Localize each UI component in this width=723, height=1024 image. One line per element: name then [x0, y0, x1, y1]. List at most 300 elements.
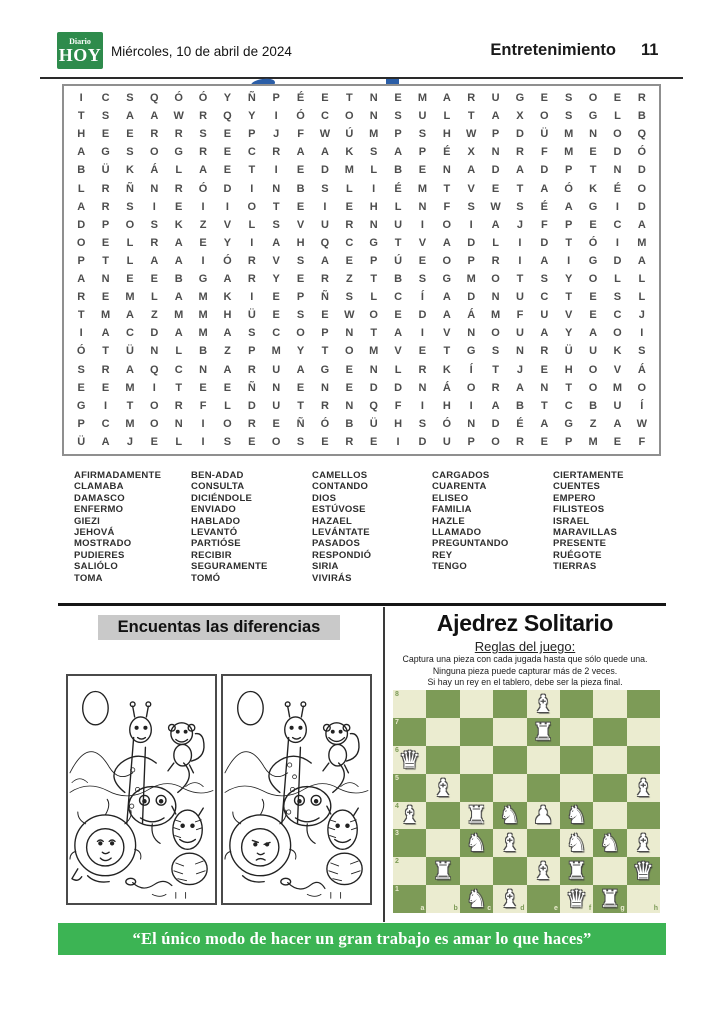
grid-letter: É: [613, 182, 622, 195]
square-h3: [627, 829, 660, 857]
grid-letter: Ü: [77, 435, 86, 448]
grid-letter: S: [516, 200, 524, 213]
grid-letter: O: [613, 128, 622, 141]
grid-letter: A: [491, 218, 500, 231]
grid-letter: N: [369, 363, 378, 376]
grid-letter: E: [321, 435, 329, 448]
grid-letter: E: [77, 381, 85, 394]
grid-letter: E: [223, 146, 232, 159]
grid-letter: N: [369, 218, 378, 231]
grid-letter: A: [150, 110, 159, 123]
grid-letter: P: [77, 254, 85, 267]
grid-letter: T: [492, 363, 499, 376]
grid-letter: E: [101, 381, 110, 394]
word-item: HAZLE: [432, 515, 465, 527]
grid-letter: Ñ: [247, 92, 256, 105]
square-a2: [393, 857, 426, 885]
grid-letter: Y: [223, 236, 232, 249]
grid-letter: Ó: [637, 146, 647, 159]
grid-letter: H: [442, 399, 451, 412]
grid-letter: G: [588, 254, 598, 267]
grid-letter: E: [101, 236, 110, 249]
grid-letter: B: [296, 182, 305, 195]
grid-letter: H: [223, 309, 232, 322]
grid-letter: P: [394, 128, 402, 141]
grid-letter: Ú: [345, 128, 354, 141]
grid-letter: R: [77, 291, 86, 304]
grid-letter: M: [612, 381, 623, 394]
grid-letter: M: [198, 327, 208, 340]
square-d7: [493, 718, 526, 746]
grid-letter: O: [150, 146, 159, 159]
grid-letter: P: [296, 291, 305, 304]
grid-letter: R: [491, 381, 500, 394]
grid-letter: G: [588, 200, 598, 213]
word-item: CONSULTA: [191, 481, 245, 493]
grid-letter: A: [564, 200, 573, 213]
grid-letter: L: [492, 236, 499, 249]
grid-letter: Q: [223, 110, 232, 123]
file-label: c: [487, 905, 492, 912]
grid-letter: E: [101, 128, 110, 141]
grid-letter: Ó: [564, 182, 573, 195]
grid-letter: D: [637, 200, 646, 213]
grid-letter: Á: [150, 164, 159, 177]
square-e6: [527, 746, 560, 774]
grid-letter: G: [198, 273, 208, 286]
grid-letter: A: [125, 110, 134, 123]
safari-cartoon-illustration: [68, 676, 215, 903]
word-item: CUENTES: [553, 481, 601, 493]
file-label: e: [553, 905, 558, 912]
grid-letter: S: [199, 128, 207, 141]
grid-letter: L: [126, 236, 134, 249]
grid-letter: G: [369, 236, 378, 249]
grid-letter: O: [588, 381, 598, 394]
grid-letter: A: [540, 417, 549, 430]
square-e1: [527, 885, 560, 913]
grid-letter: T: [77, 309, 85, 322]
grid-letter: N: [418, 381, 427, 394]
grid-letter: S: [540, 273, 548, 286]
grid-letter: R: [540, 345, 549, 358]
grid-letter: S: [370, 146, 378, 159]
square-c5: [460, 774, 493, 802]
grid-letter: E: [223, 128, 232, 141]
file-label: b: [453, 905, 458, 912]
grid-letter: E: [296, 273, 305, 286]
grid-letter: B: [394, 273, 403, 286]
grid-letter: E: [272, 291, 280, 304]
grid-letter: R: [174, 399, 183, 412]
grid-letter: Í: [420, 291, 424, 304]
grid-letter: E: [540, 92, 548, 105]
word-item: GIEZI: [74, 515, 101, 527]
grid-letter: C: [125, 327, 134, 340]
grid-letter: X: [516, 110, 524, 123]
grid-letter: E: [199, 381, 207, 394]
grid-letter: M: [125, 417, 135, 430]
header-rule: [40, 77, 683, 79]
grid-letter: P: [565, 164, 573, 177]
grid-letter: O: [491, 435, 500, 448]
word-item: PRESENTE: [553, 538, 607, 550]
grid-letter: W: [490, 200, 501, 213]
grid-letter: Ó: [174, 92, 183, 105]
file-label: d: [520, 905, 525, 912]
grid-letter: F: [199, 399, 207, 412]
word-item: SEGURAMENTE: [191, 561, 268, 573]
square-h2: [627, 857, 660, 885]
grid-letter: A: [637, 254, 646, 267]
grid-letter: S: [150, 218, 158, 231]
grid-letter: É: [394, 182, 402, 195]
grid-letter: Í: [640, 399, 644, 412]
square-b3: [426, 829, 459, 857]
grid-letter: Y: [565, 327, 573, 340]
grid-letter: R: [418, 363, 427, 376]
grid-letter: É: [540, 200, 548, 213]
word-item: ELISEO: [432, 492, 469, 504]
grid-letter: R: [247, 417, 256, 430]
grid-letter: L: [394, 363, 402, 376]
grid-letter: F: [540, 146, 548, 159]
grid-letter: O: [345, 110, 354, 123]
grid-letter: R: [150, 236, 159, 249]
white-bishop-icon: ♝: [632, 773, 655, 802]
grid-letter: E: [345, 381, 353, 394]
white-bishop-icon: ♝: [398, 801, 421, 830]
grid-letter: R: [515, 435, 524, 448]
grid-letter: J: [516, 363, 523, 376]
grid-letter: D: [491, 164, 500, 177]
grid-letter: P: [370, 254, 378, 267]
grid-letter: Z: [345, 273, 353, 286]
grid-letter: A: [125, 309, 134, 322]
grid-letter: E: [345, 363, 353, 376]
grid-letter: A: [540, 327, 549, 340]
grid-letter: G: [320, 363, 330, 376]
grid-letter: I: [250, 236, 254, 249]
grid-letter: D: [394, 381, 403, 394]
word-item: LEVANTÓ: [191, 527, 238, 539]
grid-letter: K: [613, 345, 622, 358]
grid-letter: E: [296, 381, 305, 394]
word-item: MOSTRADO: [74, 538, 132, 550]
square-h4: [627, 802, 660, 830]
grid-letter: T: [467, 110, 475, 123]
grid-letter: N: [272, 182, 281, 195]
grid-letter: V: [296, 218, 305, 231]
grid-letter: N: [272, 381, 281, 394]
grid-letter: R: [150, 128, 159, 141]
grid-letter: V: [467, 182, 475, 195]
grid-letter: V: [613, 363, 622, 376]
grid-letter: S: [223, 435, 232, 448]
chess-rules-heading: Reglas del juego:: [474, 639, 576, 654]
grid-letter: T: [565, 381, 573, 394]
quote-banner: [58, 923, 666, 955]
word-item: TOMÓ: [191, 572, 221, 584]
word-item: RECIBIR: [191, 549, 232, 561]
grid-letter: Q: [150, 92, 159, 105]
grid-letter: P: [272, 92, 280, 105]
grid-letter: J: [638, 309, 645, 322]
grid-letter: L: [248, 218, 256, 231]
grid-letter: A: [174, 254, 183, 267]
grid-letter: T: [370, 273, 378, 286]
square-a4: [393, 802, 426, 830]
grid-letter: S: [418, 417, 427, 430]
square-g5: [593, 774, 626, 802]
word-item: LEVÁNTATE: [312, 527, 370, 539]
grid-letter: T: [370, 327, 378, 340]
rank-label: 1: [395, 886, 399, 894]
square-c2: [460, 857, 493, 885]
grid-letter: L: [77, 182, 85, 195]
grid-letter: V: [272, 254, 280, 267]
grid-letter: Ü: [101, 164, 110, 177]
grid-letter: T: [126, 399, 134, 412]
white-bishop-icon: ♝: [632, 829, 655, 858]
square-a1: [393, 885, 426, 913]
square-g2: [593, 857, 626, 885]
file-label: f: [588, 905, 592, 912]
grid-letter: T: [443, 182, 451, 195]
grid-letter: Y: [272, 273, 280, 286]
grid-letter: A: [613, 417, 622, 430]
grid-letter: D: [369, 381, 378, 394]
grid-letter: E: [345, 200, 353, 213]
logo-top-text: Diario: [69, 36, 91, 46]
grid-letter: S: [565, 92, 573, 105]
grid-letter: M: [369, 345, 379, 358]
grid-letter: E: [418, 345, 427, 358]
grid-letter: A: [296, 146, 305, 159]
grid-letter: Y: [565, 273, 573, 286]
grid-letter: N: [491, 291, 500, 304]
square-d2: [493, 857, 526, 885]
grid-letter: D: [467, 236, 476, 249]
square-h7: [627, 718, 660, 746]
grid-letter: M: [125, 291, 135, 304]
grid-letter: P: [101, 218, 110, 231]
grid-letter: A: [296, 363, 305, 376]
grid-letter: T: [297, 399, 304, 412]
grid-letter: E: [540, 435, 548, 448]
square-g3: [593, 829, 626, 857]
grid-letter: E: [150, 435, 158, 448]
word-item: PUDIERES: [74, 549, 125, 561]
grid-letter: M: [271, 345, 281, 358]
grid-letter: L: [638, 291, 646, 304]
word-item: TOMA: [74, 572, 103, 584]
grid-letter: B: [394, 164, 403, 177]
grid-letter: R: [174, 128, 183, 141]
grid-letter: V: [443, 327, 451, 340]
square-b5: [426, 774, 459, 802]
grid-letter: R: [491, 254, 500, 267]
grid-letter: E: [321, 92, 329, 105]
grid-letter: R: [272, 146, 281, 159]
grid-letter: Q: [637, 128, 647, 141]
grid-letter: C: [174, 363, 183, 376]
grid-letter: E: [248, 435, 256, 448]
word-item: HABLADO: [191, 515, 241, 527]
grid-letter: S: [638, 345, 646, 358]
grid-letter: H: [296, 236, 305, 249]
square-c1: [460, 885, 493, 913]
grid-letter: A: [589, 327, 598, 340]
grid-letter: D: [418, 435, 427, 448]
grid-letter: L: [394, 200, 402, 213]
white-knight-icon: ♞: [465, 885, 488, 914]
grid-letter: Ó: [198, 182, 208, 195]
grid-letter: P: [565, 218, 573, 231]
grid-letter: V: [418, 236, 427, 249]
diario-hoy-logo: [57, 32, 103, 69]
word-item: PARTIÓSE: [191, 538, 241, 550]
grid-letter: A: [223, 363, 232, 376]
grid-letter: H: [564, 363, 573, 376]
grid-letter: O: [491, 327, 500, 340]
white-rook-icon: ♜: [565, 857, 588, 886]
word-item: CONTANDO: [312, 481, 369, 493]
grid-letter: D: [467, 291, 476, 304]
grid-letter: V: [394, 345, 402, 358]
grid-letter: R: [320, 273, 329, 286]
grid-letter: Á: [467, 309, 476, 322]
grid-letter: L: [370, 291, 378, 304]
grid-letter: D: [515, 128, 524, 141]
grid-letter: A: [515, 381, 524, 394]
grid-letter: S: [101, 110, 110, 123]
square-e7: [527, 718, 560, 746]
chess-section-title: Ajedrez Solitario: [436, 610, 614, 636]
grid-letter: O: [369, 309, 378, 322]
grid-letter: K: [125, 164, 134, 177]
grid-letter: C: [394, 291, 403, 304]
grid-letter: D: [613, 146, 622, 159]
grid-letter: U: [320, 218, 329, 231]
grid-letter: O: [540, 110, 549, 123]
square-b7: [426, 718, 459, 746]
grid-letter: S: [296, 254, 305, 267]
grid-letter: L: [638, 273, 646, 286]
grid-letter: A: [491, 399, 500, 412]
grid-letter: O: [588, 92, 598, 105]
grid-letter: T: [516, 182, 524, 195]
grid-letter: Ó: [76, 345, 86, 358]
chess-rule-line: Ninguna pieza puede capturar más de 2 veces.: [432, 665, 618, 676]
grid-letter: S: [296, 435, 305, 448]
square-h1: [627, 885, 660, 913]
grid-letter: E: [589, 309, 597, 322]
grid-letter: M: [174, 309, 184, 322]
grid-letter: É: [443, 146, 451, 159]
square-c8: [460, 690, 493, 718]
grid-letter: W: [465, 128, 477, 141]
grid-letter: A: [174, 291, 183, 304]
grid-letter: S: [418, 273, 427, 286]
grid-letter: Ó: [320, 417, 330, 430]
grid-letter: C: [564, 399, 573, 412]
square-a7: [393, 718, 426, 746]
grid-letter: H: [442, 128, 451, 141]
square-e8: [527, 690, 560, 718]
square-h8: [627, 690, 660, 718]
grid-letter: E: [589, 146, 597, 159]
word-item: JEHOVÁ: [74, 527, 115, 539]
grid-letter: A: [320, 254, 329, 267]
grid-letter: Ó: [442, 417, 452, 430]
grid-letter: O: [613, 327, 622, 340]
square-g4: [593, 802, 626, 830]
word-item: RESPONDIÓ: [312, 549, 372, 561]
grid-letter: C: [101, 417, 110, 430]
white-bishop-icon: ♝: [532, 857, 554, 886]
grid-letter: N: [491, 146, 500, 159]
grid-letter: R: [320, 399, 329, 412]
grid-letter: K: [223, 291, 232, 304]
grid-letter: Z: [150, 309, 158, 322]
square-e4: [527, 802, 560, 830]
word-item: CLAMABA: [74, 481, 124, 493]
white-rook-icon: ♜: [532, 717, 554, 746]
grid-letter: T: [589, 164, 597, 177]
word-column: [553, 470, 663, 584]
grid-letter: O: [271, 435, 281, 448]
grid-letter: A: [77, 200, 86, 213]
grid-letter: Q: [150, 363, 159, 376]
white-knight-icon: ♞: [465, 829, 488, 858]
grid-letter: S: [565, 110, 573, 123]
chess-rule-line: Captura una pieza con cada jugada hasta que sólo quede una.: [402, 654, 648, 664]
grid-letter: T: [272, 200, 280, 213]
grid-letter: V: [565, 309, 573, 322]
square-b6: [426, 746, 459, 774]
grid-letter: T: [443, 345, 451, 358]
square-d4: [493, 802, 526, 830]
grid-letter: W: [319, 128, 331, 141]
grid-letter: T: [565, 236, 573, 249]
grid-letter: I: [250, 291, 254, 304]
grid-letter: D: [540, 236, 549, 249]
grid-letter: I: [640, 327, 644, 340]
white-queen-icon: ♛: [398, 745, 421, 774]
grid-letter: L: [175, 435, 183, 448]
grid-letter: I: [274, 164, 278, 177]
grid-letter: B: [515, 399, 524, 412]
grid-letter: S: [77, 363, 85, 376]
rank-label: 4: [395, 802, 399, 810]
file-label: h: [653, 905, 658, 912]
grid-letter: I: [420, 218, 424, 231]
grid-letter: W: [636, 417, 647, 430]
word-item: ENVIADO: [191, 504, 237, 516]
white-rook-icon: ♜: [465, 801, 488, 830]
word-item: TENGO: [432, 561, 468, 573]
square-b2: [426, 857, 459, 885]
grid-letter: D: [223, 182, 232, 195]
grid-letter: K: [345, 146, 354, 159]
grid-letter: U: [515, 327, 524, 340]
grid-letter: I: [201, 435, 205, 448]
grid-letter: F: [540, 218, 548, 231]
word-item: ESTÚVOSE: [312, 504, 366, 516]
grid-letter: M: [100, 309, 111, 322]
grid-letter: T: [102, 345, 109, 358]
